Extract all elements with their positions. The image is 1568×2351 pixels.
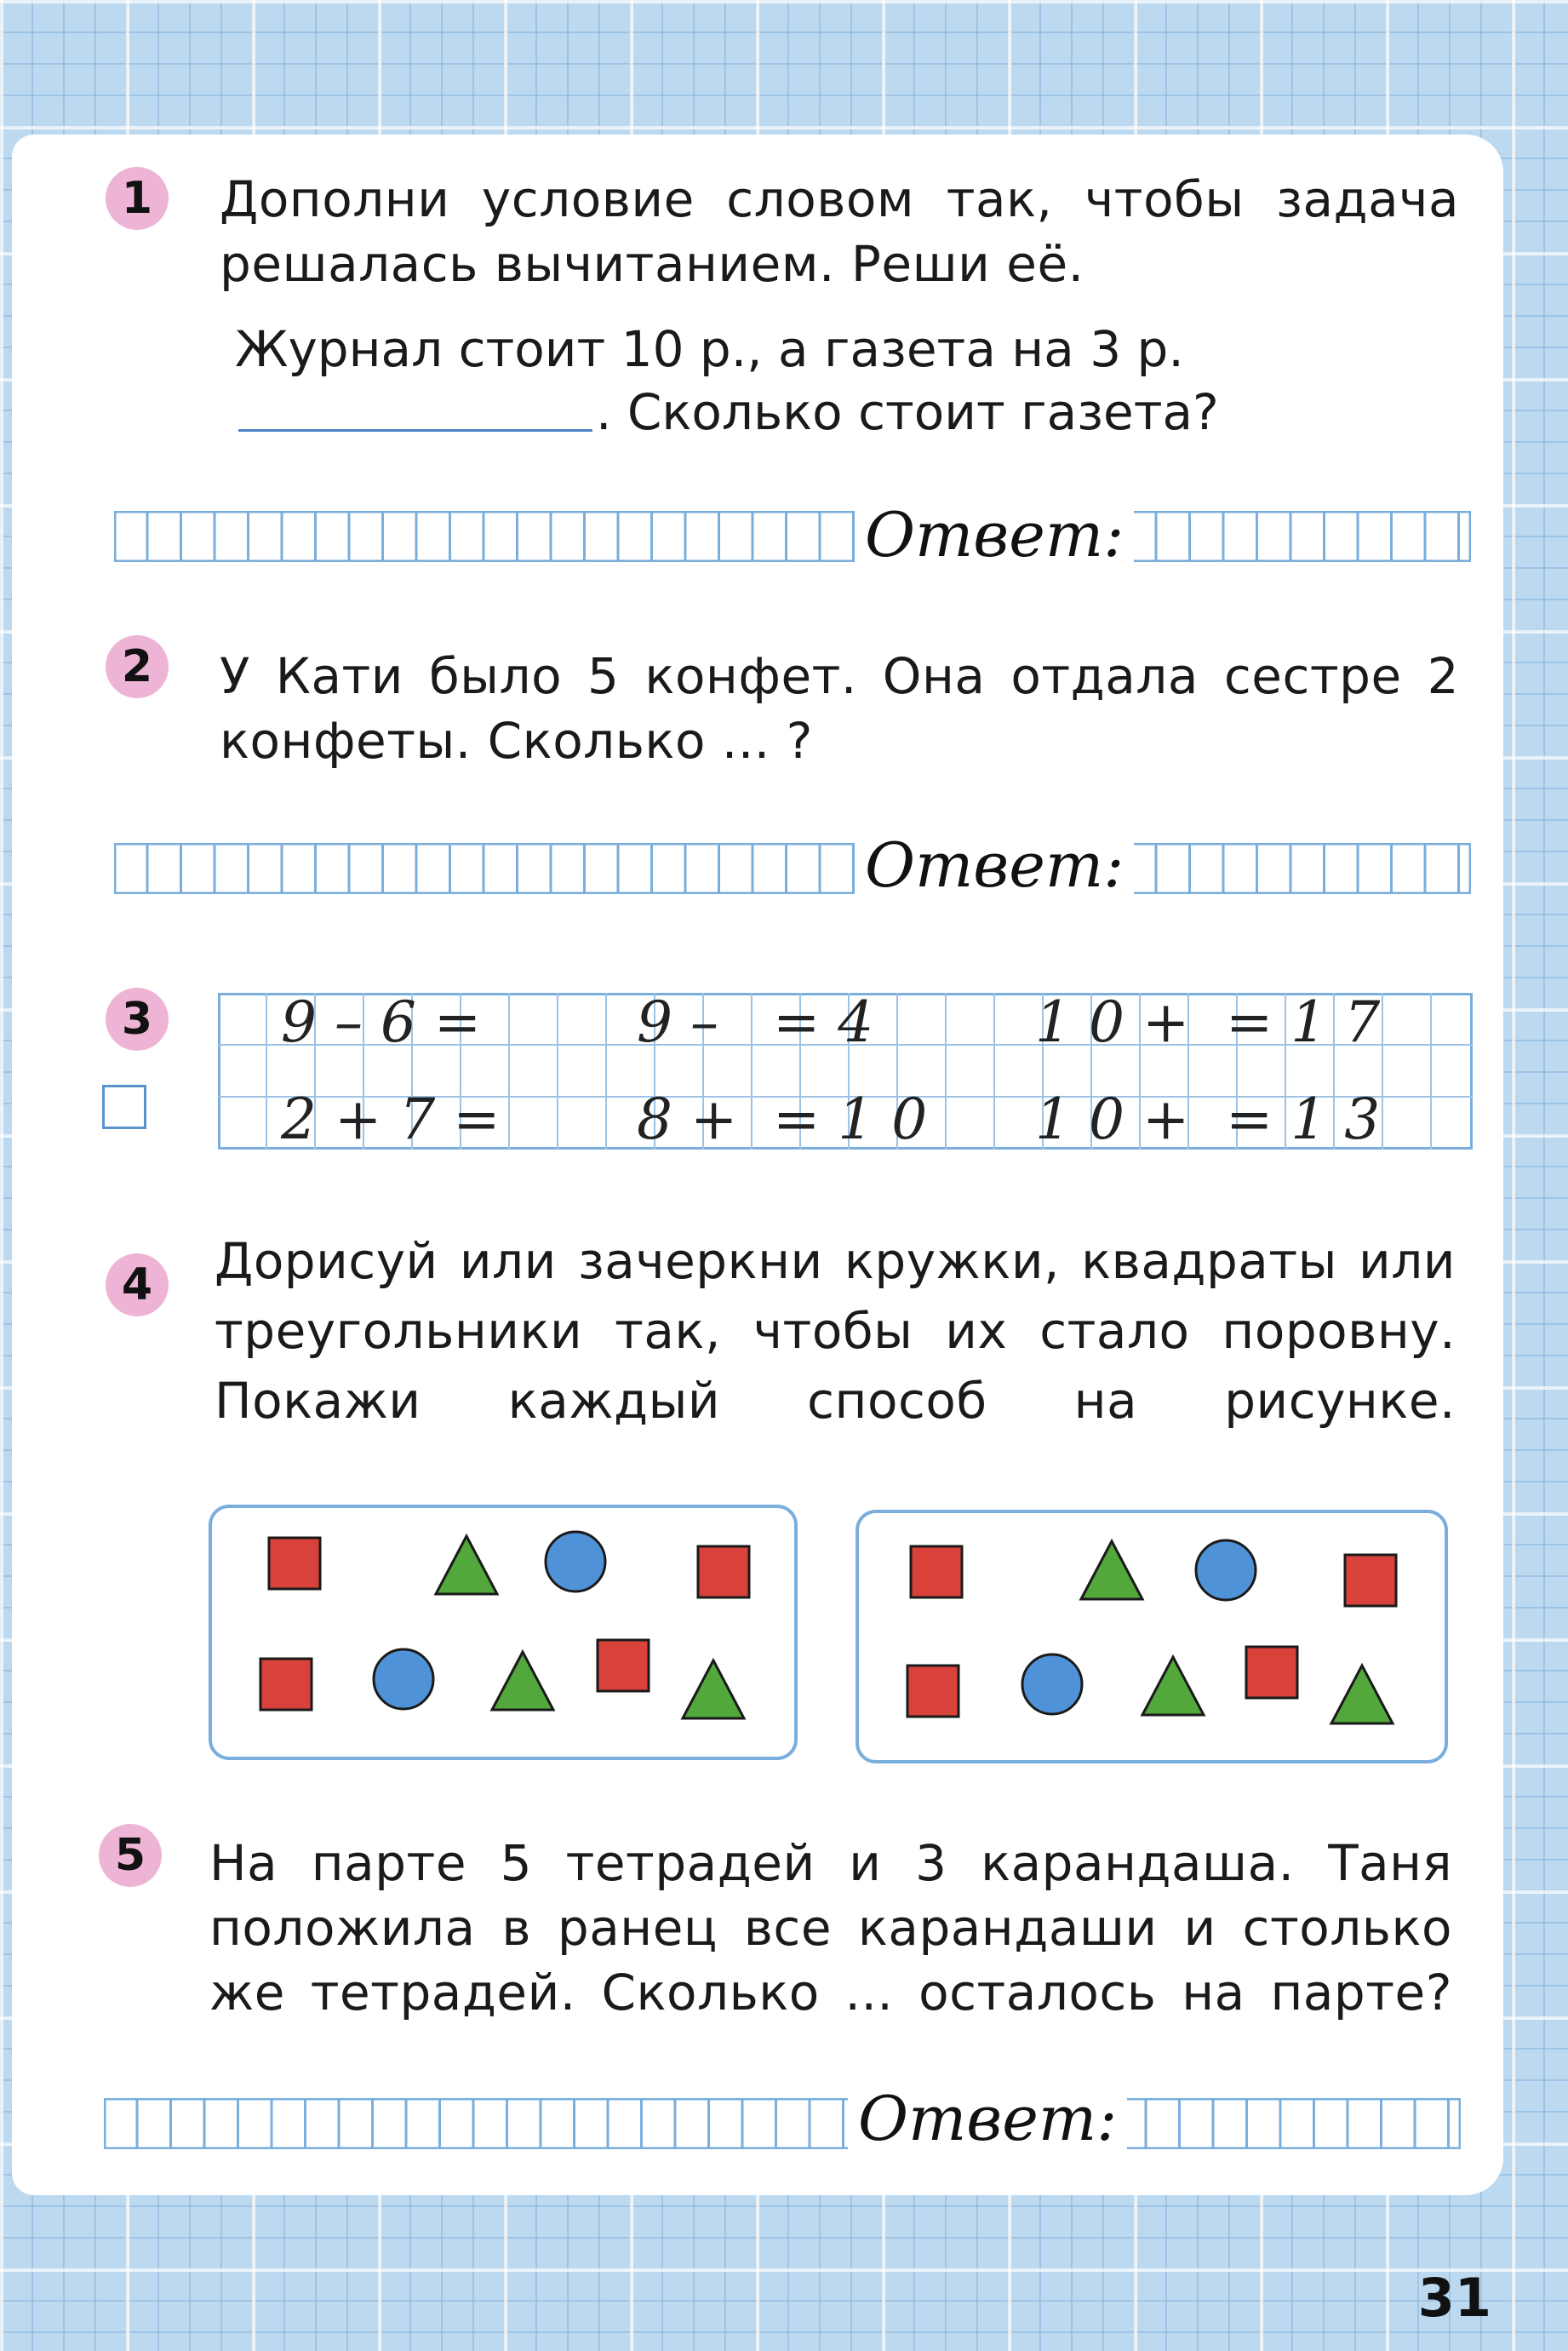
task-3-r2-e2-left: 8 + bbox=[637, 1087, 738, 1152]
task-2-text: У Кати было 5 конфет. Она отдала сестре 2 конфеты. Сколько ... ? bbox=[220, 647, 1459, 770]
page-number: 31 bbox=[1417, 2267, 1491, 2329]
task-3-r1-e3-left: 1 0 + bbox=[1035, 989, 1190, 1055]
task-5-answer-strip[interactable] bbox=[104, 2098, 1461, 2149]
task-3-r1-e1: 9 – 6 = bbox=[281, 989, 482, 1055]
task-3-r2-e3-left: 1 0 + bbox=[1035, 1087, 1190, 1152]
square-shape[interactable] bbox=[911, 1546, 962, 1597]
task-3-r2-e2-right: = 1 0 bbox=[773, 1087, 928, 1152]
task-5-text: На парте 5 тетрадей и 3 карандаша. Таня положила в ранец все карандаши и столько же тетрадей. Сколько ... осталось на парте? bbox=[209, 1834, 1452, 2021]
circle-shape[interactable] bbox=[374, 1649, 433, 1709]
task-5-number: 5 bbox=[99, 1824, 162, 1887]
task-2-answer-strip[interactable] bbox=[114, 843, 1471, 894]
task-2-number: 2 bbox=[106, 635, 169, 698]
circle-shape[interactable] bbox=[546, 1532, 605, 1591]
task-3-checkbox[interactable] bbox=[102, 1085, 146, 1129]
task-1-condition-line2: . Сколько стоит газета? bbox=[596, 383, 1219, 441]
square-shape[interactable] bbox=[907, 1666, 959, 1717]
task-3-r1-e2-right: = 4 bbox=[773, 989, 874, 1055]
square-shape[interactable] bbox=[698, 1546, 749, 1597]
task-4-number: 4 bbox=[106, 1253, 169, 1316]
task-3-r2-e3-right: = 1 3 bbox=[1226, 1087, 1381, 1152]
answer-cells bbox=[114, 843, 1471, 894]
square-shape[interactable] bbox=[269, 1538, 320, 1589]
square-shape[interactable] bbox=[260, 1659, 312, 1710]
circle-shape[interactable] bbox=[1022, 1654, 1082, 1714]
task-3-r1-e3-right: = 1 7 bbox=[1226, 989, 1381, 1055]
task-1-condition-line1: Журнал стоит 10 р., а газета на 3 р. bbox=[235, 320, 1184, 378]
task-4-panel-1[interactable] bbox=[208, 1504, 798, 1761]
task-3-number: 3 bbox=[106, 988, 169, 1051]
answer-cells bbox=[114, 511, 1471, 562]
task-4-text: Дорисуй или зачеркни кружки, квадраты или треугольники так, чтобы их стало поровну. Покажи каждый способ на рисунке. bbox=[215, 1232, 1456, 1430]
answer-cells bbox=[104, 2098, 1461, 2149]
task-3-r1-e2-left: 9 – bbox=[637, 989, 718, 1055]
circle-shape[interactable] bbox=[1196, 1540, 1256, 1600]
task-1-answer-strip[interactable] bbox=[114, 511, 1471, 562]
task-5-answer-label: Ответ: bbox=[848, 2084, 1127, 2153]
task-1-fill-blank[interactable] bbox=[238, 429, 592, 432]
square-shape[interactable] bbox=[1246, 1647, 1297, 1698]
task-1-answer-label: Ответ: bbox=[855, 501, 1134, 569]
task-3-r2-e1: 2 + 7 = bbox=[281, 1087, 501, 1152]
task-1-number: 1 bbox=[106, 167, 169, 230]
square-shape[interactable] bbox=[598, 1640, 649, 1691]
task-4-panel-2[interactable] bbox=[855, 1509, 1449, 1764]
square-shape[interactable] bbox=[1345, 1555, 1396, 1606]
task-1-instruction: Дополни условие словом так, чтобы задача решалась вычитанием. Реши её. bbox=[220, 170, 1459, 293]
task-2-answer-label: Ответ: bbox=[855, 831, 1134, 899]
